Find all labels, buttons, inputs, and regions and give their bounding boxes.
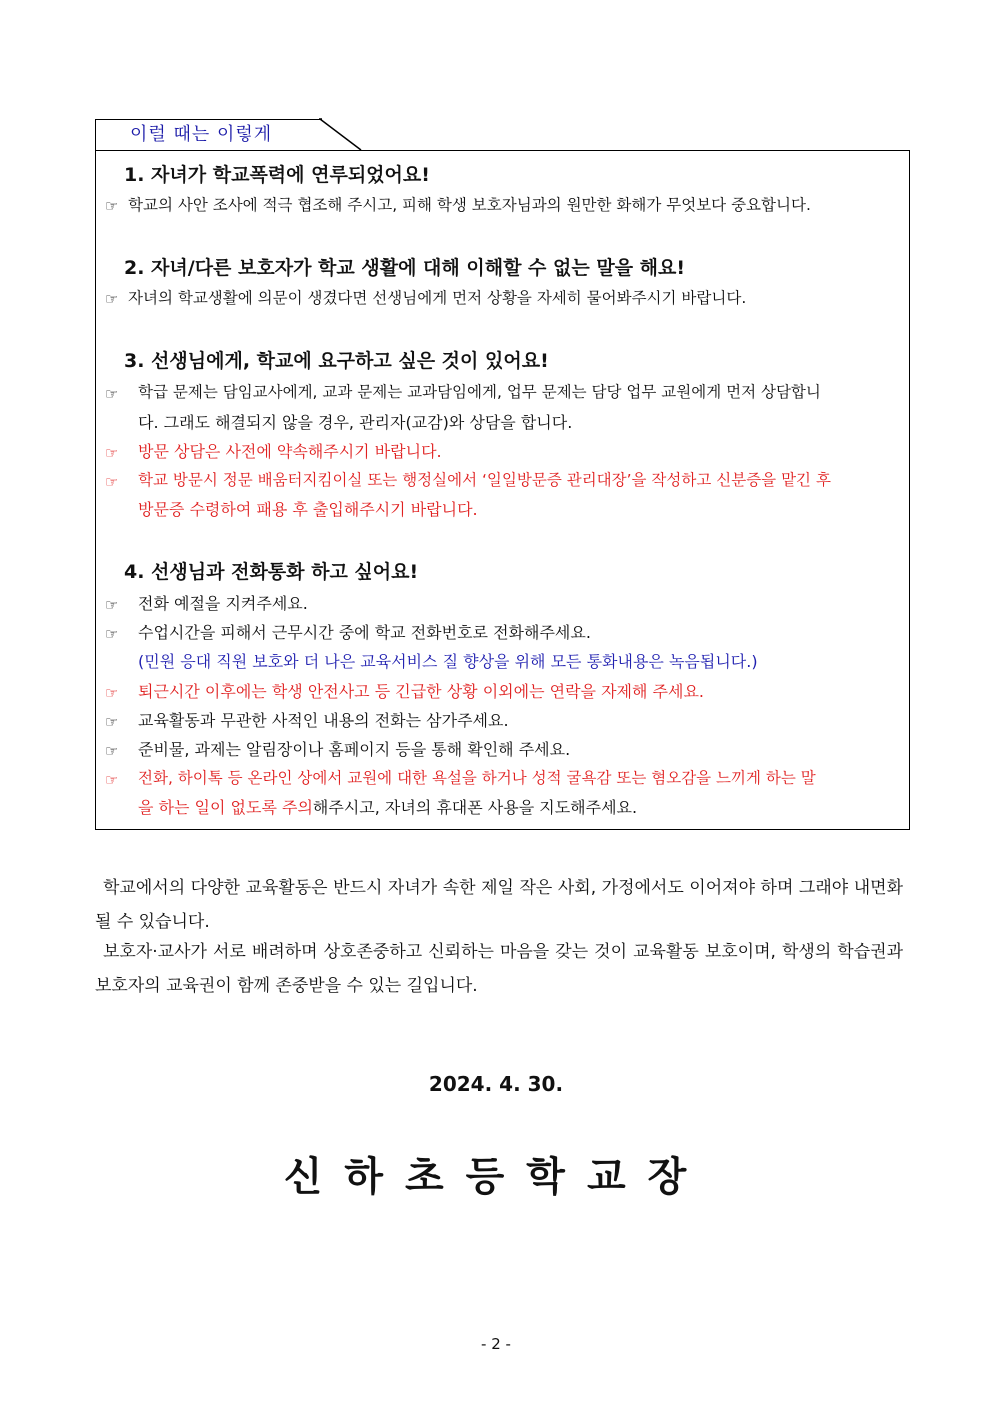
pointing-hand-icon: ☞ <box>105 596 119 614</box>
pointing-hand-icon: ☞ <box>105 742 119 760</box>
section-3-item-2: 방문 상담은 사전에 약속해주시기 바랍니다. <box>138 442 442 461</box>
item-continuation: 해주시고, 자녀의 휴대폰 사용을 지도해주세요. <box>312 798 638 817</box>
section-3-item-1-line2: 다. 그래도 해결되지 않을 경우, 관리자(교감)와 상담을 합니다. <box>138 413 573 432</box>
section-2-heading: 2. 자녀/다른 보호자가 학교 생활에 대해 이해할 수 없는 말을 해요! <box>124 257 686 279</box>
pointing-hand-icon: ☞ <box>105 385 119 403</box>
school-principal-signature: 신하초등학교장 <box>283 1154 709 1200</box>
section-2-item-1: 자녀의 학교생활에 의문이 생겼다면 선생님에게 먼저 상황을 자세히 물어봐주시기 바랍니다. <box>128 289 747 307</box>
section-4-item-4: 퇴근시간 이후에는 학생 안전사고 등 긴급한 상황 이외에는 연락을 자제해 주세요. <box>138 682 704 701</box>
box-title: 이럴 때는 이렇게 <box>130 124 273 145</box>
pointing-hand-icon: ☞ <box>105 713 119 731</box>
section-3-item-3-line1: 학교 방문시 정문 배움터지킴이실 또는 행정실에서 ‘일일방문증 관리대장’을 작성하고 신분증을 맡긴 후 <box>138 471 831 489</box>
section-3-item-3-line2: 방문증 수령하여 패용 후 출입해주시기 바랍니다. <box>138 500 478 519</box>
closing-paragraph-2: 보호자·교사가 서로 배려하며 상호존중하고 신뢰하는 마음을 갖는 것이 교육활동 보호이며, 학생의 학습권과 보호자의 교육권이 함께 존중받을 수 있는 길입니다. <box>95 942 903 996</box>
page-number: - 2 - <box>481 1335 511 1353</box>
pointing-hand-icon: ☞ <box>105 473 119 491</box>
document-date: 2024. 4. 30. <box>428 1072 564 1096</box>
pointing-hand-icon: ☞ <box>105 684 119 702</box>
section-4-item-1: 전화 예절을 지켜주세요. <box>138 594 308 613</box>
pointing-hand-icon: ☞ <box>105 625 119 643</box>
section-3-heading: 3. 선생님에게, 학교에 요구하고 싶은 것이 있어요! <box>124 350 549 372</box>
section-4-item-2: 수업시간을 피해서 근무시간 중에 학교 전화번호로 전화해주세요. <box>138 623 591 642</box>
section-4-item-5: 교육활동과 무관한 사적인 내용의 전화는 삼가주세요. <box>138 711 509 730</box>
section-4-item-7-line1: 전화, 하이톡 등 온라인 상에서 교원에 대한 욕설을 하거나 성적 굴욕감 또는 혐오감을 느끼게 하는 말 <box>138 769 816 787</box>
section-4-item-7-line2 <box>138 793 637 822</box>
pointing-hand-icon: ☞ <box>105 771 119 789</box>
warning-emphasis: 을 하는 일이 없도록 주의 <box>138 798 313 817</box>
closing-paragraph-1: 학교에서의 다양한 교육활동은 반드시 자녀가 속한 제일 작은 사회, 가정에서도 이어져야 하며 그래야 내면화될 수 있습니다. <box>95 878 903 932</box>
section-4-item-3: (민원 응대 직원 보호와 더 나은 교육서비스 질 향상을 위해 모든 통화내용은 녹음됩니다.) <box>138 652 758 671</box>
pointing-hand-icon: ☞ <box>105 290 119 308</box>
tab-slant-decoration <box>319 118 364 152</box>
section-4-item-6: 준비물, 과제는 알림장이나 홈페이지 등을 통해 확인해 주세요. <box>138 740 571 759</box>
section-3-item-1-line1: 학급 문제는 담임교사에게, 교과 문제는 교과담임에게, 업무 문제는 담당 업무 교원에게 먼저 상담합니 <box>138 383 821 401</box>
section-1-item-1: 학교의 사안 조사에 적극 협조해 주시고, 피해 학생 보호자님과의 원만한 화해가 무엇보다 중요합니다. <box>128 196 811 214</box>
pointing-hand-icon: ☞ <box>105 197 119 215</box>
section-4-heading: 4. 선생님과 전화통화 하고 싶어요! <box>124 561 419 583</box>
section-1-heading: 1. 자녀가 학교폭력에 연루되었어요! <box>124 164 430 186</box>
pointing-hand-icon: ☞ <box>105 444 119 462</box>
